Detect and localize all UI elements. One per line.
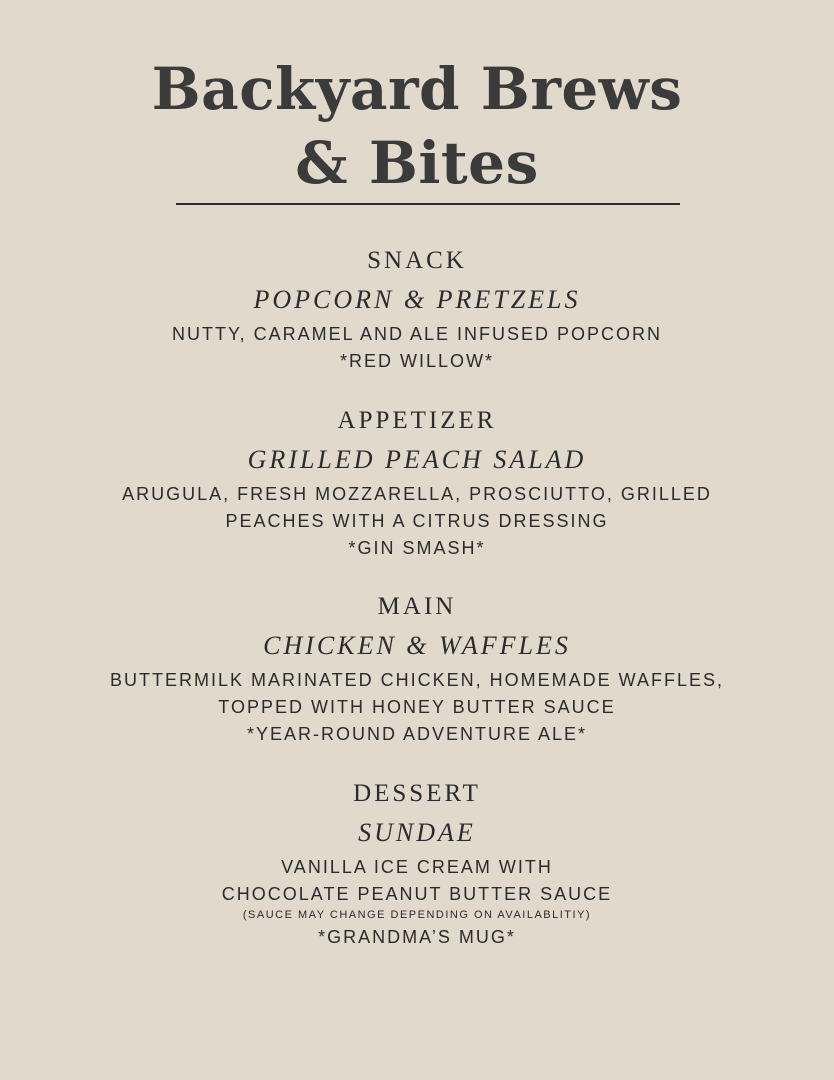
drink-pairing: *GIN SMASH*	[348, 538, 486, 558]
dish-name: POPCORN & PRETZELS	[253, 285, 581, 314]
menu-title-line-1: Backyard Brews	[151, 55, 683, 123]
drink-pairing: *YEAR-ROUND ADVENTURE ALE*	[246, 724, 588, 744]
dish-name: CHICKEN & WAFFLES	[263, 631, 571, 660]
menu-title	[0, 52, 834, 200]
dish-description-line: CHOCOLATE PEANUT BUTTER SAUCE	[221, 884, 613, 904]
dish-description-line: ARUGULA, FRESH MOZZARELLA, PROSCIUTTO, GRILLED	[122, 484, 712, 504]
dish-description-line: BUTTERMILK MARINATED CHICKEN, HOMEMADE WAFFLES,	[109, 670, 725, 690]
dish-name: GRILLED PEACH SALAD	[247, 445, 587, 474]
menu-title-line-2: & Bites	[295, 129, 539, 197]
section-category: APPETIZER	[337, 407, 497, 434]
menu-section-snack	[0, 245, 834, 375]
title-divider	[176, 203, 680, 205]
menu-section-dessert	[0, 778, 834, 951]
drink-pairing: *RED WILLOW*	[339, 351, 495, 371]
dish-description-line: TOPPED WITH HONEY BUTTER SAUCE	[218, 697, 616, 717]
dish-description-line: PEACHES WITH A CITRUS DRESSING	[225, 511, 609, 531]
section-category: DESSERT	[353, 780, 481, 807]
menu-section-appetizer	[0, 405, 834, 562]
menu-section-main	[0, 591, 834, 748]
dish-description-line: VANILLA ICE CREAM WITH	[281, 857, 553, 877]
section-category: SNACK	[367, 247, 467, 274]
dish-description-line: NUTTY, CARAMEL AND ALE INFUSED POPCORN	[171, 324, 663, 344]
drink-pairing: *GRANDMA’S MUG*	[318, 927, 516, 947]
dish-name: SUNDAE	[358, 818, 476, 847]
dish-note: (SAUCE MAY CHANGE DEPENDING ON AVAILABLITIY)	[242, 909, 592, 921]
section-category: MAIN	[377, 593, 457, 620]
